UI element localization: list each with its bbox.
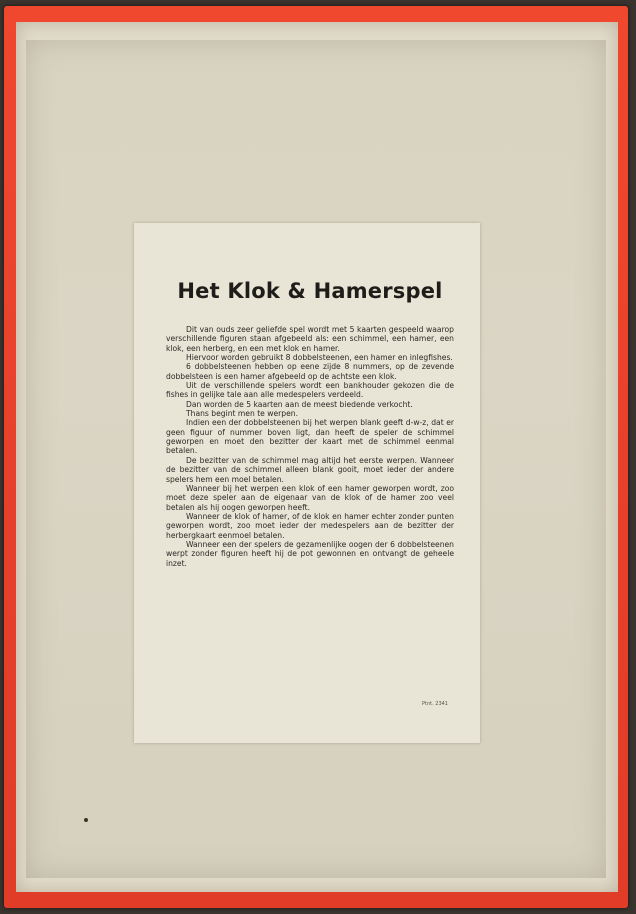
rules-paragraph: Thans begint men te werpen. bbox=[186, 409, 298, 419]
rules-title: Het Klok & Hamerspel bbox=[177, 279, 443, 303]
rules-body bbox=[166, 325, 454, 568]
rules-paragraph: Indien een der dobbelsteenen bij het werpen blank geeft d-w-z, dat er geen figuur of nummer boven ligt, dan heeft de speler de schimmel geworpen en moet den bezitter der kaart met de schimmel eenmal betalen. bbox=[166, 418, 454, 456]
rules-sheet bbox=[134, 223, 480, 743]
print-reference: Ptnt. 2341 bbox=[421, 701, 448, 707]
rules-paragraph: Wanneer de klok of hamer, of de klok en hamer echter zonder punten geworpen wordt, zoo moet ieder der medespelers aan de bezitter der herbergkaart eenmoel betalen. bbox=[166, 511, 454, 540]
rules-paragraph: Dan worden de 5 kaarten aan de meest biedende verkocht. bbox=[186, 399, 413, 409]
rules-paragraph: Wanneer bij het werpen een klok of een hamer geworpen wordt, zoo moet deze speler aan de eigenaar van de klok of de hamer zoo veel betalen als hij oogen geworpen heeft. bbox=[166, 483, 454, 512]
rules-paragraph: De bezitter van de schimmel mag altijd het eerste werpen. Wanneer de bezitter van de schimmel alleen blank gooit, moet ieder der andere spelers hem een moel betalen. bbox=[166, 455, 454, 484]
rules-paragraph: Wanneer een der spelers de gezamenlijke oogen der 6 dobbelsteenen werpt zonder figuren heeft hij de pot gewonnen en ontvangt de geheele inzet. bbox=[166, 539, 454, 568]
rules-paragraph: Hiervoor worden gebruikt 8 dobbelsteenen, een hamer en inlegfishes. bbox=[186, 353, 453, 363]
rules-paragraph: Uit de verschillende spelers wordt een bankhouder gekozen die de fishes in gelijke tale aan alle medespelers verdeeld. bbox=[166, 381, 454, 400]
rules-paragraph: Dit van ouds zeer geliefde spel wordt met 5 kaarten gespeeld waarop verschillende figuren staan afgebeeld als: een schimmel, een hamer, een klok, een herberg, en een met klok en hamer. bbox=[166, 325, 454, 353]
rules-paragraph: 6 dobbelsteenen hebben op eene zijde 8 nummers, op de zevende dobbelsteen is een hamer afgebeeld op de achtste een klok. bbox=[166, 362, 454, 381]
dirt-speck bbox=[84, 818, 88, 822]
